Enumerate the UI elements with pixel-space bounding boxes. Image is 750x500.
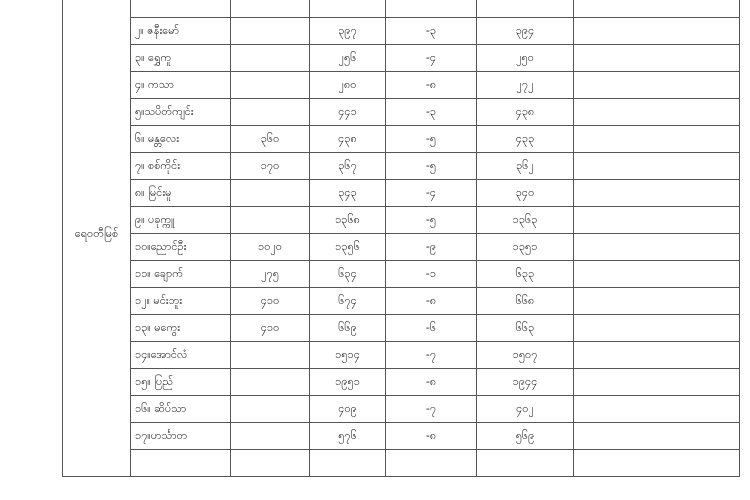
change-cell: -၈ — [386, 288, 477, 315]
value-cell-2: ၂၅၆ — [310, 45, 386, 72]
table-row — [63, 369, 740, 396]
value-cell-2: ၆၇၄ — [310, 288, 386, 315]
station-name-cell: ၃။ ရွှေကူ — [131, 45, 231, 72]
change-cell: -၇ — [386, 342, 477, 369]
value-cell-4: ၆၆၈ — [477, 288, 574, 315]
remarks-cell — [574, 342, 740, 369]
value-cell-2: ၄၄၁ — [310, 99, 386, 126]
change-cell — [386, 450, 477, 477]
station-name-cell: ၉။ ပခုက္ကူ — [131, 207, 231, 234]
value-cell-1 — [231, 369, 310, 396]
value-cell-4: ၂၅၀ — [477, 45, 574, 72]
station-name-cell: ၁၂။ မင်းဘူး — [131, 288, 231, 315]
value-cell-4: ၁၅၀၇ — [477, 342, 574, 369]
value-cell-2: ၆၆၉ — [310, 315, 386, 342]
value-cell-4: ၆၃၃ — [477, 261, 574, 288]
station-name-cell — [131, 450, 231, 477]
station-name-cell: ၁၇။ဟင်္သာတ — [131, 423, 231, 450]
value-cell-4: ၁၃၅၁ — [477, 234, 574, 261]
value-cell-1: ၁၇၀ — [231, 153, 310, 180]
station-name-cell: ၇။ စစ်ကိုင်း — [131, 153, 231, 180]
value-cell-1 — [231, 72, 310, 99]
table-row — [63, 288, 740, 315]
change-cell: -၆ — [386, 315, 477, 342]
value-cell-1: ၁၀၂၀ — [231, 234, 310, 261]
value-cell-4: ၅၆၉ — [477, 423, 574, 450]
value-cell-1 — [231, 396, 310, 423]
value-cell-1 — [231, 342, 310, 369]
table-row — [63, 207, 740, 234]
value-cell-4: ၃၄၀ — [477, 180, 574, 207]
station-name-cell — [131, 0, 231, 18]
station-name-cell: ၅။သပိတ်ကျင်း — [131, 99, 231, 126]
value-cell-4: ၃၉၄ — [477, 18, 574, 45]
value-cell-4: ၆၆၃ — [477, 315, 574, 342]
value-cell-2: ၆၃၄ — [310, 261, 386, 288]
table-row — [63, 153, 740, 180]
table-row — [63, 126, 740, 153]
remarks-cell — [574, 72, 740, 99]
remarks-cell — [574, 234, 740, 261]
change-cell: -၁ — [386, 261, 477, 288]
station-name-cell: ၁၆။ ဆိပ်သာ — [131, 396, 231, 423]
value-cell-2: ၅၇၆ — [310, 423, 386, 450]
table-row — [63, 342, 740, 369]
value-cell-4 — [477, 450, 574, 477]
value-cell-2: ၃၉၇ — [310, 18, 386, 45]
table-row — [63, 45, 740, 72]
change-cell: -၅ — [386, 126, 477, 153]
remarks-cell — [574, 315, 740, 342]
river-level-table — [62, 0, 740, 477]
change-cell: -၉ — [386, 234, 477, 261]
remarks-cell — [574, 207, 740, 234]
value-cell-1: ၂၇၅ — [231, 261, 310, 288]
station-name-cell: ၁၃။ မကွေး — [131, 315, 231, 342]
value-cell-4: ၁၉၄၄ — [477, 369, 574, 396]
value-cell-2: ၂၈၀ — [310, 72, 386, 99]
value-cell-1 — [231, 423, 310, 450]
value-cell-4 — [477, 0, 574, 18]
value-cell-2: ၃၄၃ — [310, 180, 386, 207]
value-cell-2: ၄၃၈ — [310, 126, 386, 153]
table-row — [63, 72, 740, 99]
value-cell-1: ၄၁၀ — [231, 288, 310, 315]
station-name-cell: ၆။ မန္တလေး — [131, 126, 231, 153]
value-cell-1: ၃၆၀ — [231, 126, 310, 153]
value-cell-1 — [231, 450, 310, 477]
table-row — [63, 423, 740, 450]
remarks-cell — [574, 180, 740, 207]
value-cell-2: ၁၃၆၈ — [310, 207, 386, 234]
value-cell-2: ၄၀၉ — [310, 396, 386, 423]
remarks-cell — [574, 450, 740, 477]
table-row — [63, 0, 740, 18]
remarks-cell — [574, 0, 740, 18]
value-cell-1 — [231, 180, 310, 207]
value-cell-2: ၁၃၅၆ — [310, 234, 386, 261]
change-cell: -၈ — [386, 369, 477, 396]
value-cell-4: ၁၃၆၃ — [477, 207, 574, 234]
table-row — [63, 450, 740, 477]
remarks-cell — [574, 45, 740, 72]
station-name-cell: ၂။ ဇနီးမော် — [131, 18, 231, 45]
table-row — [63, 18, 740, 45]
value-cell-1: ၄၁၀ — [231, 315, 310, 342]
remarks-cell — [574, 396, 740, 423]
change-cell: -၄ — [386, 45, 477, 72]
value-cell-2: ၁၉၅၁ — [310, 369, 386, 396]
value-cell-4: ၄၃၈ — [477, 99, 574, 126]
remarks-cell — [574, 261, 740, 288]
value-cell-1 — [231, 45, 310, 72]
table-row — [63, 99, 740, 126]
value-cell-2: ၁၅၁၄ — [310, 342, 386, 369]
change-cell: -၇ — [386, 396, 477, 423]
remarks-cell — [574, 288, 740, 315]
value-cell-4: ၄၀၂ — [477, 396, 574, 423]
value-cell-2: ၃၆၇ — [310, 153, 386, 180]
remarks-cell — [574, 423, 740, 450]
value-cell-4: ၃၆၂ — [477, 153, 574, 180]
change-cell: -၃ — [386, 99, 477, 126]
change-cell: -၅ — [386, 153, 477, 180]
change-cell: -၄ — [386, 180, 477, 207]
station-name-cell: ၁၁။ ချောက် — [131, 261, 231, 288]
table-body — [63, 0, 740, 477]
value-cell-4: ၄၃၃ — [477, 126, 574, 153]
value-cell-1 — [231, 207, 310, 234]
value-cell-1 — [231, 99, 310, 126]
station-name-cell: ၄။ ကသာ — [131, 72, 231, 99]
remarks-cell — [574, 153, 740, 180]
station-name-cell: ၁၀။ညောင်ဦး — [131, 234, 231, 261]
station-name-cell: ၁၅။ ပြည် — [131, 369, 231, 396]
table-row — [63, 180, 740, 207]
value-cell-2 — [310, 450, 386, 477]
table-row — [63, 234, 740, 261]
change-cell — [386, 0, 477, 18]
station-name-cell: ၁၄။အောင်လံ — [131, 342, 231, 369]
value-cell-1 — [231, 0, 310, 18]
remarks-cell — [574, 18, 740, 45]
remarks-cell — [574, 126, 740, 153]
region-label-cell: ရေဝတီမြစ် — [63, 0, 131, 477]
table-row — [63, 396, 740, 423]
value-cell-1 — [231, 18, 310, 45]
table-row — [63, 261, 740, 288]
remarks-cell — [574, 369, 740, 396]
change-cell: -၈ — [386, 423, 477, 450]
change-cell: -၅ — [386, 207, 477, 234]
change-cell: -၃ — [386, 18, 477, 45]
value-cell-4: ၂၇၂ — [477, 72, 574, 99]
change-cell: -၈ — [386, 72, 477, 99]
station-name-cell: ၈။ မြင်းမူ — [131, 180, 231, 207]
value-cell-2 — [310, 0, 386, 18]
remarks-cell — [574, 99, 740, 126]
table-row — [63, 315, 740, 342]
